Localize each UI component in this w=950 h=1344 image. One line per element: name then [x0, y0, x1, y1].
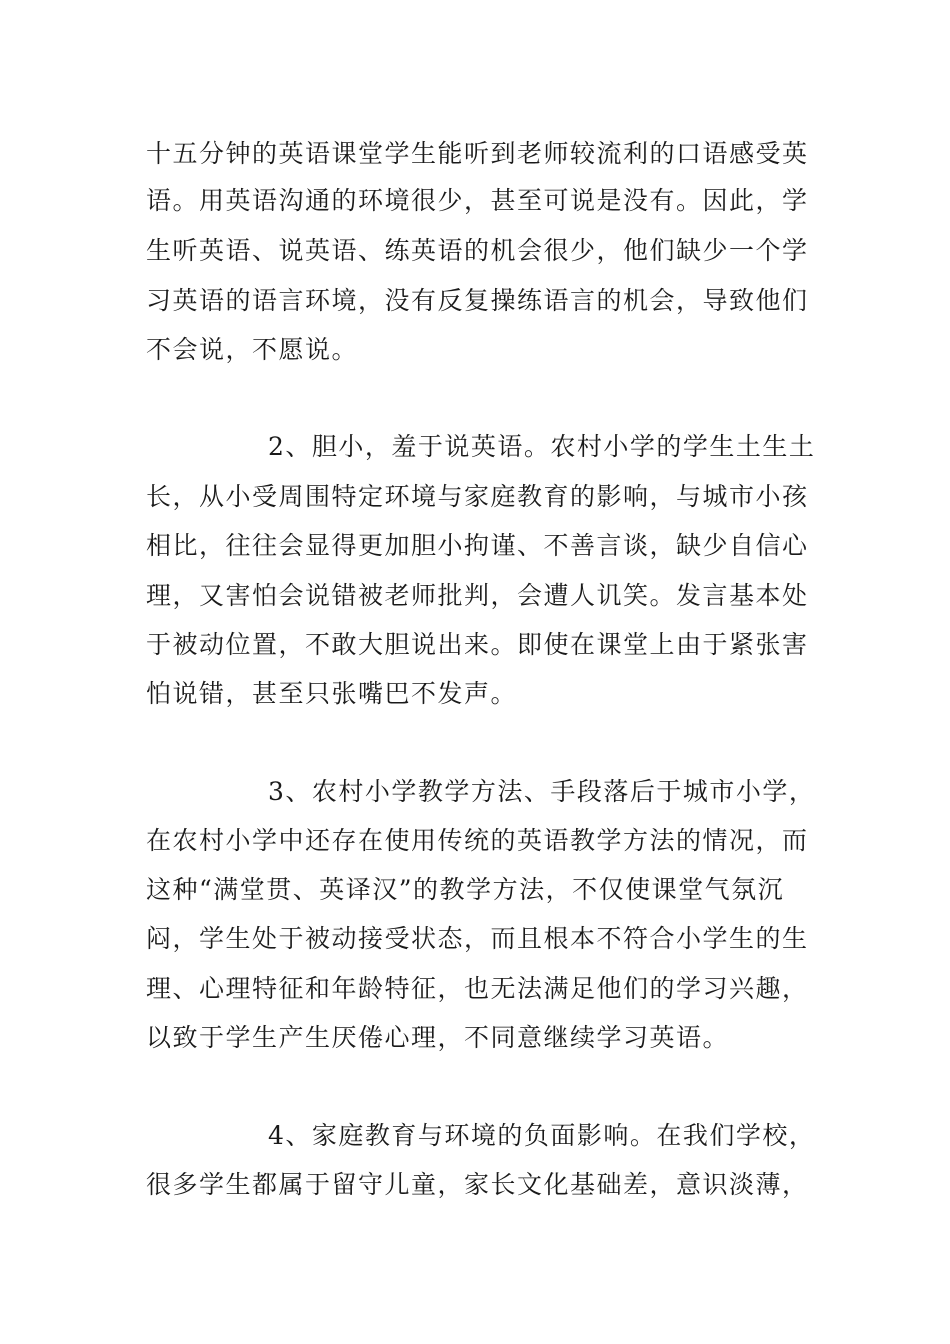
paragraph-4-line-2: 很多学生都属于留守儿童，家长文化基础差，意识淡薄， — [146, 1170, 809, 1199]
paragraph-3-line-3: 这种“满堂贯、英译汉”的教学方法，不仅使课堂气氛沉 — [146, 875, 785, 904]
paragraph-2-line-1: 2、胆小，羞于说英语。农村小学的学生土生土 — [268, 432, 816, 461]
paragraph-3-line-4: 闷，学生处于被动接受状态，而且根本不符合小学生的生 — [146, 924, 809, 953]
paragraph-1-line-5: 不会说，不愿说。 — [146, 335, 359, 364]
paragraph-1-line-4: 习英语的语言环境，没有反复操练语言的机会，导致他们 — [146, 286, 809, 315]
paragraph-2-line-6: 怕说错，甚至只张嘴巴不发声。 — [146, 679, 518, 708]
paragraph-2-line-5: 于被动位置，不敢大胆说出来。即使在课堂上由于紧张害 — [146, 630, 809, 659]
paragraph-3-line-2: 在农村小学中还存在使用传统的英语教学方法的情况，而 — [146, 826, 809, 855]
paragraph-2-line-2: 长，从小受周围特定环境与家庭教育的影响，与城市小孩 — [146, 482, 809, 511]
paragraph-3-line-6: 以致于学生产生厌倦心理，不同意继续学习英语。 — [146, 1023, 730, 1052]
paragraph-2-line-4: 理，又害怕会说错被老师批判，会遭人讥笑。发言基本处 — [146, 581, 809, 610]
paragraph-3-line-5: 理、心理特征和年龄特征，也无法满足他们的学习兴趣， — [146, 974, 809, 1003]
paragraph-1-line-1: 十五分钟的英语课堂学生能听到老师较流利的口语感受英 — [146, 139, 809, 168]
paragraph-1-line-2: 语。用英语沟通的环境很少，甚至可说是没有。因此，学 — [146, 186, 809, 215]
paragraph-2-line-3: 相比，往往会显得更加胆小拘谨、不善言谈，缺少自信心 — [146, 531, 809, 560]
paragraph-3-line-1: 3、农村小学教学方法、手段落后于城市小学， — [268, 777, 816, 806]
paragraph-1-line-3: 生听英语、说英语、练英语的机会很少，他们缺少一个学 — [146, 236, 809, 265]
paragraph-4-line-1: 4、家庭教育与环境的负面影响。在我们学校， — [268, 1121, 816, 1150]
